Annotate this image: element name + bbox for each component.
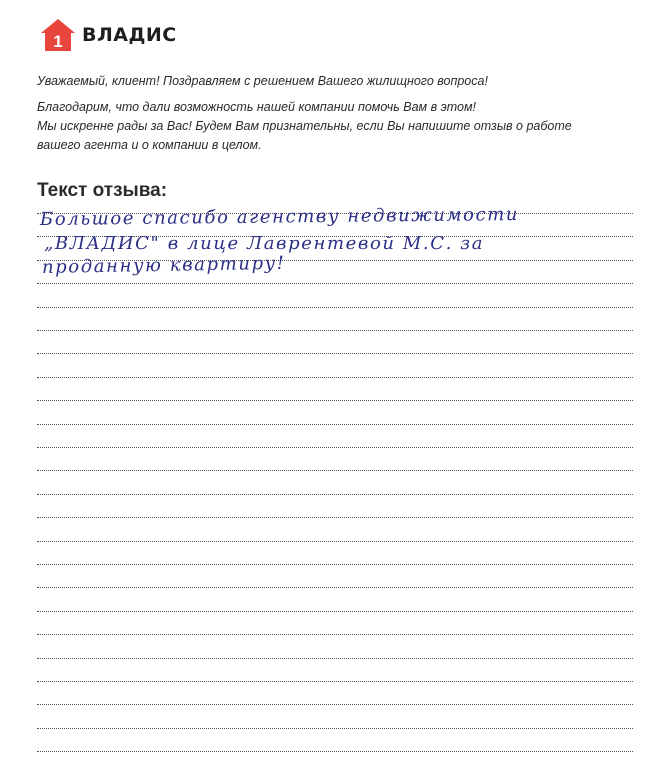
ruled-line: [37, 447, 633, 448]
brand-name: ВЛАДИС: [82, 24, 177, 46]
ruled-line: [37, 494, 633, 495]
ruled-line: [37, 658, 633, 659]
intro-text: [37, 72, 637, 155]
review-heading: Текст отзыва:: [37, 180, 168, 201]
svg-text:1: 1: [53, 32, 63, 51]
intro-thanks: Благодарим, что дали возможность нашей компании помочь Вам в этом!: [37, 100, 477, 114]
ruled-line: [37, 704, 633, 705]
ruled-line: [37, 424, 633, 425]
ruled-line: [37, 517, 633, 518]
ruled-line: [37, 611, 633, 612]
house-logo-icon: [40, 18, 76, 52]
ruled-line: [37, 587, 633, 588]
handwritten-line: проданную квартиру!: [41, 252, 286, 278]
ruled-line: [37, 283, 633, 284]
ruled-line: [37, 634, 633, 635]
ruled-line: [37, 377, 633, 378]
ruled-line: [37, 728, 633, 729]
intro-request-cont: вашего агента и о компании в целом.: [37, 138, 262, 152]
intro-greeting: Уважаемый, клиент! Поздравляем с решением Вашего жилищного вопроса!: [37, 74, 488, 88]
ruled-line: [37, 400, 633, 401]
ruled-line: [37, 751, 633, 752]
ruled-line: [37, 353, 633, 354]
intro-request: Мы искренне рады за Вас! Будем Вам признательны, если Вы напишите отзыв о работе: [37, 119, 572, 133]
ruled-line: [37, 541, 633, 542]
ruled-line: [37, 330, 633, 331]
ruled-line: [37, 470, 633, 471]
handwritten-line: „ВЛАДИС" в лице Лаврентевой М.С. за: [44, 233, 485, 254]
handwritten-line: Большое спасибо агенству недвижимости: [39, 203, 520, 230]
handwritten-review: [39, 203, 640, 280]
ruled-line: [37, 307, 633, 308]
ruled-line: [37, 681, 633, 682]
ruled-line: [37, 564, 633, 565]
company-logo: [40, 18, 177, 52]
